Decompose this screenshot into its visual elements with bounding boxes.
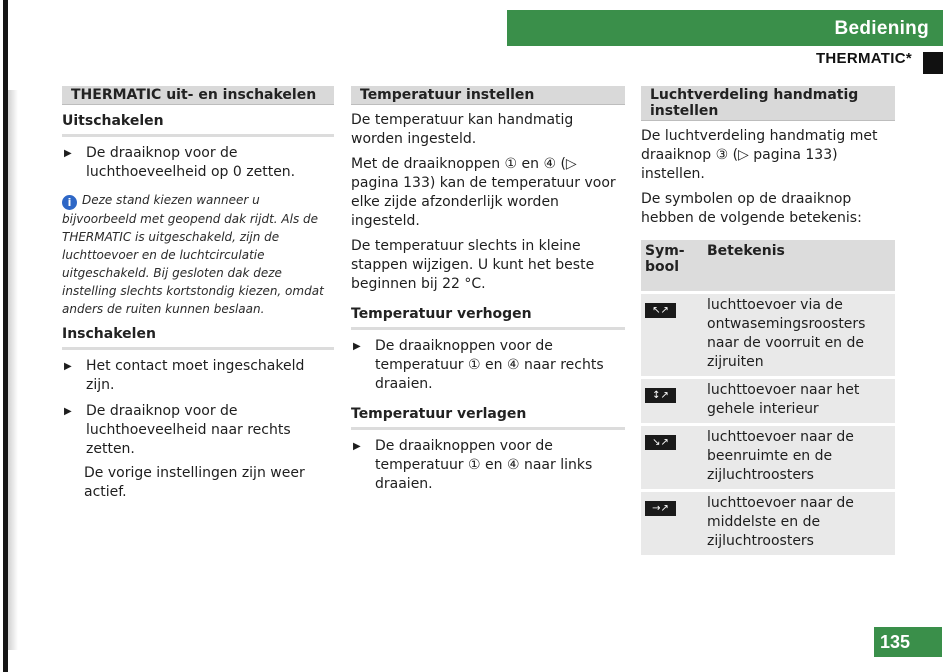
center-vent-airflow-icon: →↗ <box>645 501 676 516</box>
result-text: De vorige instellingen zijn weer actief. <box>84 465 305 500</box>
chapter-subtitle: THERMATIC* <box>815 50 912 67</box>
list-item <box>62 144 334 182</box>
paragraph: De temperatuur kan handmatig worden ingesteld. <box>351 112 574 147</box>
list-item <box>62 357 334 395</box>
symbol-table <box>641 240 895 555</box>
note-text: Deze stand kiezen wanneer u bijvoorbeeld met geopend dak rijdt. Als de THERMATIC is uitgeschakeld, zijn de luchttoevoer en de luchtcirculatie uitgeschakeld. Bij gesloten dak deze instelling slechts kortstondig kiezen, omdat anders de ruiten kunnen beslaan. <box>62 193 324 316</box>
table-row <box>641 425 895 491</box>
table-row <box>641 491 895 556</box>
section-title: Bediening <box>834 18 929 39</box>
table-header-row <box>641 240 895 293</box>
subheading-switch-on: Inschakelen <box>62 326 334 350</box>
paragraph: De luchtverdeling handmatig met draaiknop ③ (▷ pagina 133) instellen. <box>641 128 878 182</box>
section-heading-box: Temperatuur instellen <box>351 86 625 105</box>
bullet-text: De draaiknoppen voor de temperatuur ① en ④ naar links draaien. <box>375 438 593 492</box>
paragraph: Met de draaiknoppen ① en ④ (▷ pagina 133) kan de temperatuur voor elke zijde afzonderlijk worden ingesteld. <box>351 156 616 229</box>
subheading-lower-temperature: Temperatuur verlagen <box>351 406 625 430</box>
section-heading-box: Luchtverdeling handmatig instellen <box>641 86 895 121</box>
footwell-airflow-icon: ↘↗ <box>645 435 676 450</box>
column-header-meaning: Betekenis <box>703 240 895 293</box>
info-icon: i <box>62 195 77 210</box>
windshield-defrost-icon: ↖↗ <box>645 303 676 318</box>
subheading-raise-temperature: Temperatuur verhogen <box>351 306 625 330</box>
table-row <box>641 293 895 378</box>
bullet-arrow-icon: ▶ <box>353 341 361 352</box>
bullet-text: De draaiknoppen voor de temperatuur ① en ④ naar rechts draaien. <box>375 338 604 392</box>
column-air-distribution <box>641 86 895 555</box>
bullet-arrow-icon: ▶ <box>64 406 72 417</box>
bullet-text: De draaiknop voor de luchthoeveelheid naar rechts zetten. <box>86 403 291 457</box>
full-interior-airflow-icon: ↕↗ <box>645 388 676 403</box>
list-item <box>62 402 334 459</box>
bullet-arrow-icon: ▶ <box>64 148 72 159</box>
page-shadow <box>8 90 18 650</box>
column-temperature <box>351 86 625 494</box>
list-item <box>351 437 625 494</box>
column-thermatic-on-off <box>62 86 334 502</box>
table-row <box>641 378 895 425</box>
section-header-bar <box>507 10 943 46</box>
bullet-text: Het contact moet ingeschakeld zijn. <box>86 358 305 393</box>
chapter-marker <box>923 52 943 74</box>
table-cell-meaning: luchttoevoer naar de middelste en de zijluchtroosters <box>703 491 895 556</box>
table-cell-meaning: luchttoevoer naar het gehele interieur <box>703 378 895 425</box>
subheading-switch-off: Uitschakelen <box>62 113 334 137</box>
list-item <box>351 337 625 394</box>
bullet-arrow-icon: ▶ <box>353 441 361 452</box>
page-number: 135 <box>874 627 942 657</box>
bullet-arrow-icon: ▶ <box>64 361 72 372</box>
section-heading-box: THERMATIC uit- en inschakelen <box>62 86 334 105</box>
info-note <box>62 191 334 318</box>
bullet-text: De draaiknop voor de luchthoeveelheid op 0 zetten. <box>86 145 296 180</box>
table-cell-meaning: luchttoevoer naar de beenruimte en de zijluchtroosters <box>703 425 895 491</box>
table-cell-meaning: luchttoevoer via de ontwasemingsroosters naar de voorruit en de zijruiten <box>703 293 895 378</box>
column-header-symbol: Sym- bool <box>641 240 703 293</box>
paragraph: De temperatuur slechts in kleine stappen wijzigen. U kunt het beste beginnen bij 22 °C. <box>351 238 595 292</box>
paragraph: De symbolen op de draaiknop hebben de volgende betekenis: <box>641 191 862 226</box>
